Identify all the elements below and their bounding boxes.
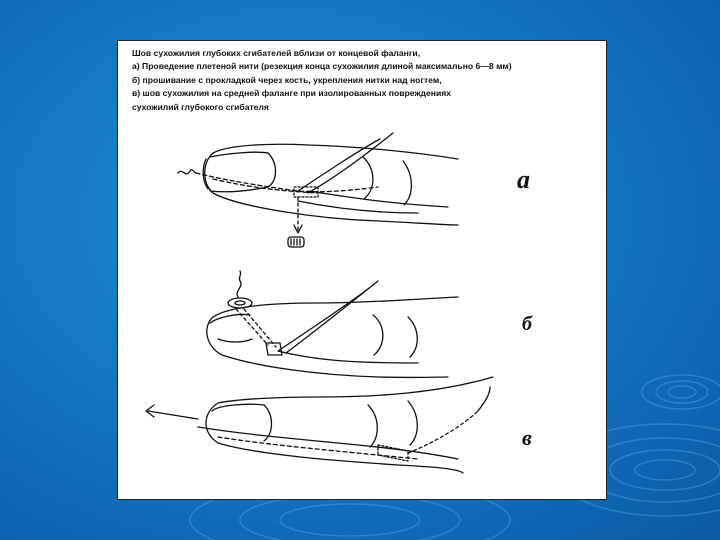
panel-label-v: в (522, 425, 532, 450)
finger-a (178, 133, 458, 247)
finger-b (207, 271, 458, 377)
caption-title: Шов сухожилия глубоких сгибателей вблизи от концевой фаланги, (132, 48, 421, 58)
caption-line-v-cont: сухожилий глубокого сгибателя (132, 101, 269, 112)
finger-v (146, 377, 493, 473)
panel-label-b: б (522, 313, 532, 335)
surgical-diagram (118, 41, 608, 501)
caption-line-a: а) Проведение плетеной нити (резекция конца сухожилия длиной максимально 6—8 мм) (132, 61, 512, 72)
caption-line-v: в) шов сухожилия на средней фаланге при изолированных повреждениях (132, 88, 452, 99)
panel-label-a: а (517, 165, 530, 194)
figure-panel (117, 40, 607, 500)
caption-line-b: б) прошивание с прокладкой через кость, укрепления нитки над ногтем, (132, 74, 442, 85)
